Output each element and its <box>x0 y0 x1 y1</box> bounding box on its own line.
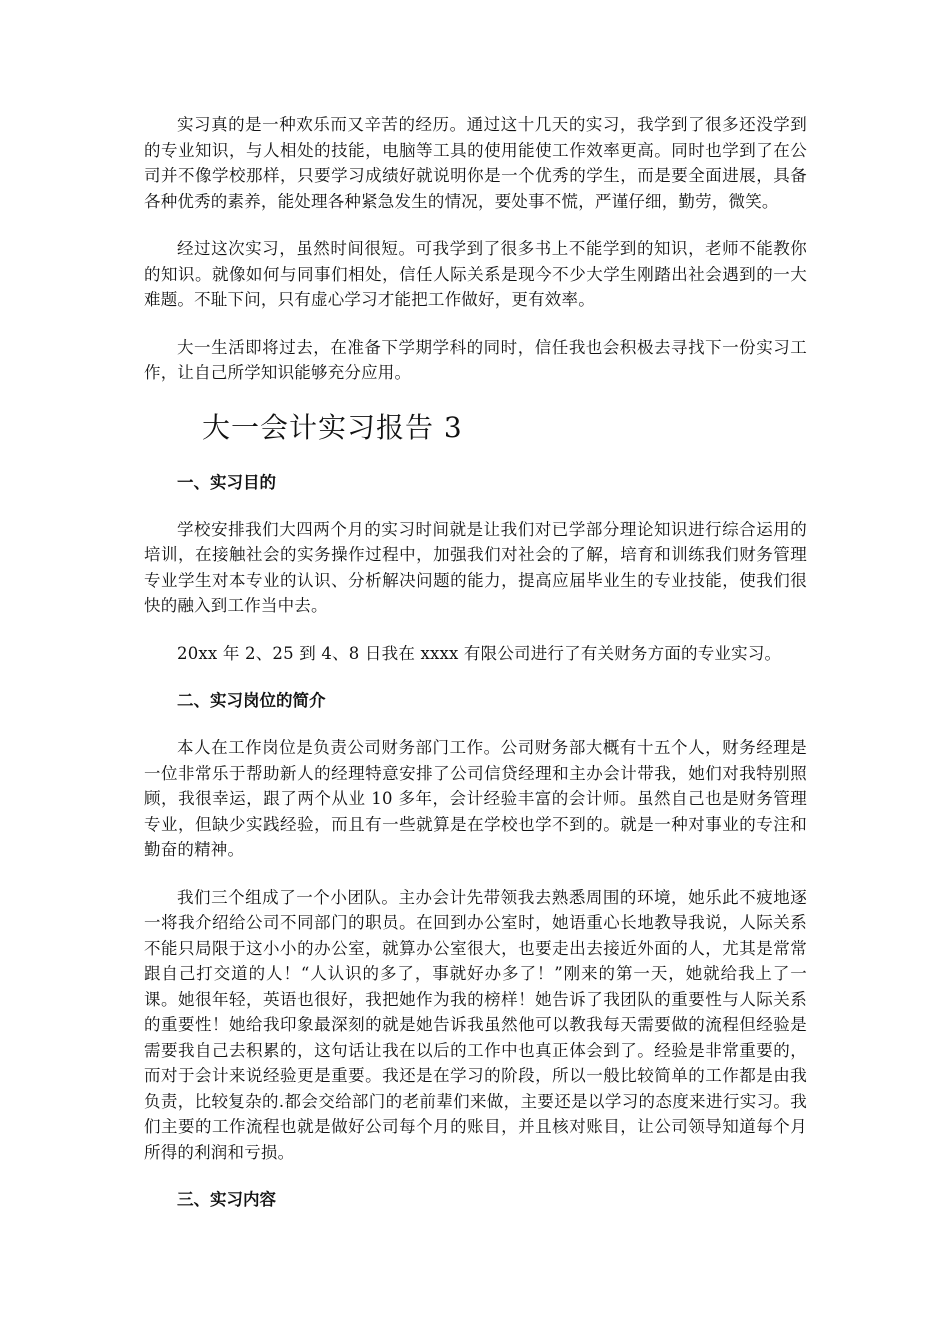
document-page <box>144 112 807 1234</box>
section-heading-position: 二、实习岗位的简介 <box>177 691 326 710</box>
purpose-paragraph-1: 学校安排我们大四两个月的实习时间就是让我们对已学部分理论知识进行综合运用的培训，在接触社会的实务操作过程中，加强我们对社会的了解，培育和训练我们财务管理专业学生对本专业的认识、分析解决问题的能力，提高应届毕业生的专业技能，使我们很快的融入到工作当中去。 <box>144 519 807 615</box>
intro-paragraph-1: 实习真的是一种欢乐而又辛苦的经历。通过这十几天的实习，我学到了很多还没学到的专业知识，与人相处的技能，电脑等工具的使用能使工作效率更高。同时也学到了在公司并不像学校那样，只要学习成绩好就说明你是一个优秀的学生，而是要全面进展，具备各种优秀的素养，能处理各种紧急发生的情况，要处事不慌，严谨仔细，勤劳，微笑。 <box>144 115 807 211</box>
position-paragraph-1: 本人在工作岗位是负责公司财务部门工作。公司财务部大概有十五个人，财务经理是一位非常乐于帮助新人的经理特意安排了公司信贷经理和主办会计带我，她们对我特别照顾，我很幸运，跟了两个从业 10 多年，会计经验丰富的会计师。虽然自己也是财务管理专业，但缺少实践经验，而且有一些就算是在学校也学不到的。就是一种对事业的专注和勤奋的精神。 <box>144 738 807 859</box>
intro-paragraph-2: 经过这次实习，虽然时间很短。可我学到了很多书上不能学到的知识，老师不能教你的知识。就像如何与同事们相处，信任人际关系是现今不少大学生刚踏出社会遇到的一大难题。不耻下问，只有虚心学习才能把工作做好，更有效率。 <box>144 239 807 309</box>
section-heading-content: 三、实习内容 <box>177 1190 276 1209</box>
purpose-paragraph-2: 20xx 年 2、25 到 4、8 日我在 xxxx 有限公司进行了有关财务方面的专业实习。 <box>177 643 782 663</box>
report-title: 大一会计实习报告 3 <box>202 410 463 444</box>
position-paragraph-2: 我们三个组成了一个小团队。主办会计先带领我去熟悉周围的环境，她乐此不疲地逐一将我介绍给公司不同部门的职员。在回到办公室时，她语重心长地教导我说，人际关系不能只局限于这小小的办公室，就算办公室很大，也要走出去接近外面的人，尤其是常常跟自己打交道的人！“人认识的多了，事就好办多了！”刚来的第一天，她就给我上了一课。她很年轻，英语也很好，我把她作为我的榜样！她告诉了我团队的重要性与人际关系的重要性！她给我印象最深刻的就是她告诉我虽然他可以教我每天需要做的流程但经验是需要我自己去积累的，这句话让我在以后的工作中也真正体会到了。经验是非常重要的，而对于会计来说经验更是重要。我还是在学习的阶段，所以一般比较简单的工作都是由我负责，比较复杂的.都会交给部门的老前辈们来做，主要还是以学习的态度来进行实习。我们主要的工作流程也就是做好公司每个月的账目，并且核对账目，让公司领导知道每个月所得的利润和亏损。 <box>144 887 807 1162</box>
section-heading-purpose: 一、实习目的 <box>177 472 276 492</box>
intro-paragraph-3: 大一生活即将过去，在准备下学期学科的同时，信任我也会积极去寻找下一份实习工作，让自己所学知识能够充分应用。 <box>144 337 807 382</box>
